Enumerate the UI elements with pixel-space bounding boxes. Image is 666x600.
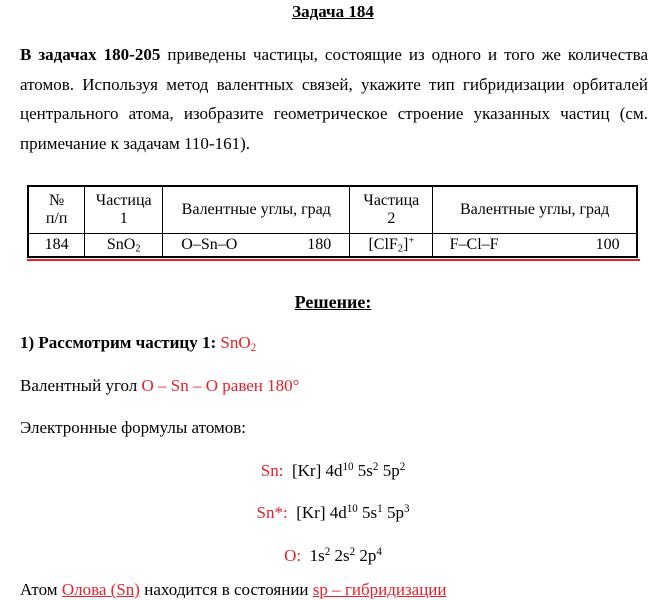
header-number: № п/п: [28, 186, 85, 234]
hybridization-type: sp – гибридизации: [312, 580, 447, 599]
config-o: O: $1s^2$ $2s^2$ $2p^4$: [284, 545, 382, 565]
table-header-row: [28, 186, 637, 234]
config-sn: Sn: [Kr] $4d^{10}$ $5s^2$ $5p^2$: [260, 460, 406, 480]
task-table: [27, 185, 638, 258]
config-sn-excited: Sn*: [Kr] $4d^{10}$ $5s^1$ $5p^3$: [256, 502, 410, 522]
electronic-formulas-label: Электронные формулы атомов:: [20, 418, 247, 437]
step-1-heading: 1) Рассмотрим частицу 1: SnO$_2$: [20, 333, 257, 354]
task-statement: [20, 40, 648, 158]
row-particle-1: SnO$_2$: [85, 234, 163, 258]
row-angle-2: F–Cl–F 100: [433, 234, 637, 258]
row-angle-1: O–Sn–O 180: [163, 234, 350, 258]
hybridization-line: Атом Олова (Sn) находится в состоянии sp – гибридизации: [20, 580, 447, 599]
valence-angle-line: Валентный угол O – Sn – O равен 180°: [20, 376, 300, 395]
statement-lead: В задачах 180-205: [20, 45, 161, 64]
header-angles-2: Валентные углы, град: [433, 186, 637, 234]
solution-heading: Решение:: [294, 292, 372, 312]
row-number: 184: [28, 234, 85, 258]
header-particle-1: Частица 1: [85, 186, 163, 234]
header-particle-2: Частица 2: [350, 186, 433, 234]
task-title: Задача 184: [292, 2, 374, 21]
valence-angle-value: O – Sn – O равен 180°: [141, 376, 300, 395]
table-row: [28, 234, 637, 258]
statement-text: приведены частицы, состоящие из одного и того же количества атомов. Используя метод валентных связей, укажите тип гибридизации орбиталей центрального атома, изобразите геометрическое строение указанных частиц (см. примечание к задачам 110-161).: [20, 45, 648, 153]
step-1-particle: SnO$_2$: [220, 333, 257, 354]
table-red-underline: [27, 259, 640, 261]
header-angles-1: Валентные углы, град: [163, 186, 350, 234]
atom-name: Олова (Sn): [61, 580, 140, 599]
row-particle-2: [ClF$_2$]+: [350, 234, 433, 258]
